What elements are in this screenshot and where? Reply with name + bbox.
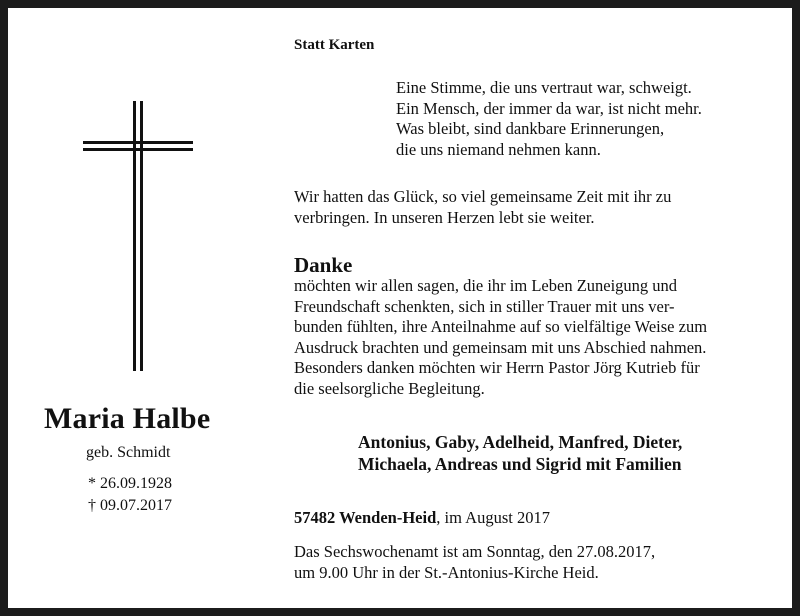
place-date	[294, 508, 550, 528]
deceased-name: Maria Halbe	[44, 402, 211, 435]
intro-paragraph	[294, 187, 671, 228]
thanks-line: möchten wir allen sagen, die ihr im Leben Zuneigung und	[294, 276, 678, 295]
poem-line: Eine Stimme, die uns vertraut war, schweigt.	[396, 78, 692, 97]
family-line: Michaela, Andreas und Sigrid mit Familien	[358, 454, 682, 474]
maiden-name: geb. Schmidt	[86, 444, 171, 461]
service-line: Das Sechswochenamt ist am Sonntag, den 27.08.2017,	[294, 542, 656, 561]
death-date: † 09.07.2017	[88, 497, 172, 514]
obituary-card	[8, 8, 792, 608]
family-signature	[358, 431, 682, 475]
birth-date: * 26.09.1928	[88, 475, 172, 492]
intro-line: Wir hatten das Glück, so viel gemeinsame Zeit mit ihr zu	[294, 187, 672, 206]
poem	[396, 78, 702, 160]
thanks-line: Freundschaft schenkten, sich in stiller Trauer mit uns ver-	[294, 296, 675, 316]
family-line: Antonius, Gaby, Adelheid, Manfred, Dieter,	[358, 432, 683, 452]
thanks-line: die seelsorgliche Begleitung.	[294, 378, 485, 398]
thanks-line: bunden fühlten, ihre Anteilnahme auf so vielfältige Weise zum	[294, 317, 708, 336]
place: 57482 Wenden-Heid	[294, 508, 437, 527]
cross-center	[136, 144, 140, 148]
poem-line: Was bleibt, sind dankbare Erinnerungen,	[396, 119, 665, 138]
service-line: um 9.00 Uhr in der St.-Antonius-Kirche Heid.	[294, 562, 599, 582]
poem-line: Ein Mensch, der immer da war, ist nicht mehr.	[396, 98, 702, 118]
thanks-title: Danke	[294, 253, 353, 277]
date-text: , im August 2017	[436, 508, 550, 527]
poem-line: die uns niemand nehmen kann.	[396, 139, 601, 159]
intro-line: verbringen. In unseren Herzen lebt sie weiter.	[294, 207, 595, 227]
service-info	[294, 542, 655, 583]
heading: Statt Karten	[294, 37, 375, 53]
thanks-paragraph	[294, 276, 707, 399]
thanks-line: Ausdruck brachten und gemeinsam mit uns Abschied nahmen.	[294, 337, 707, 357]
thanks-line: Besonders danken möchten wir Herrn Pastor Jörg Kutrieb für	[294, 358, 700, 377]
